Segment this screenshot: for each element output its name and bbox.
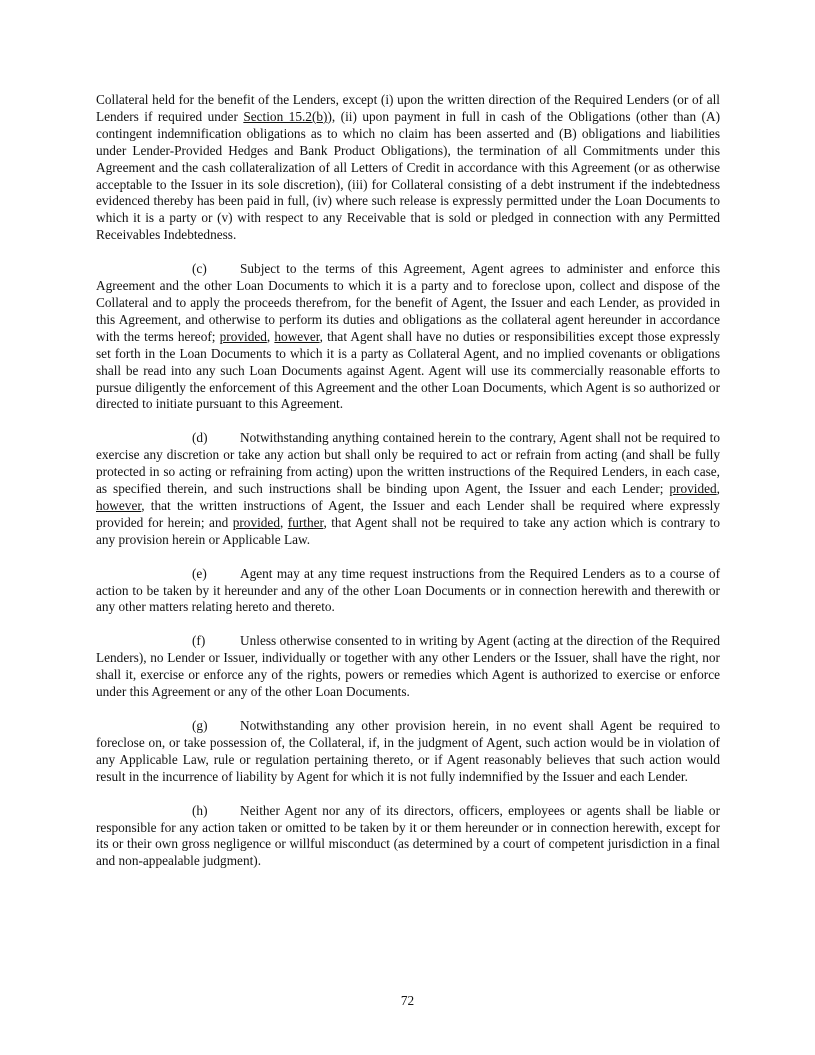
- document-page: [96, 92, 720, 870]
- paragraph-d-provided: provided: [669, 481, 717, 497]
- paragraph-c-text-2: ,: [266, 328, 275, 344]
- paragraph-gap: [96, 786, 720, 803]
- paragraph-c-text-3: , that Agent shall have no duties or responsibilities except those expressly set forth in the Loan Documents to which it is a party as Collateral Agent, and no implied covenants or obligations shall be read into any such Loan Documents against Agent. Agent will use its commercially reasonable efforts to pursue diligently the enforcement of this Agreement and the other Loan Documents, which Agent is so authorized or directed to initiate pursuant to this Agreement.: [96, 328, 720, 412]
- paragraph-intro-text-2: ), (ii) upon payment in full in cash of the Obligations (other than (A) contingent indemnification obligations as to which no claim has been asserted and (B) obligations and liabilities under Lender-Provided Hedges and Bank Product Obligations), the termination of all Commitments under this Agreement and the cash collateralization of all Letters of Credit in accordance with this Agreement (or as otherwise acceptable to the Issuer in its sole discretion), (iii) for Collateral consisting of a debt instrument if the indebtedness evidenced thereby has been paid in full, (iv) where such release is expressly permitted under the Loan Documents to which it is a party or (v) with respect to any Receivable that is sold or pledged in connection with any Permitted Receivables Indebtedness.: [96, 108, 721, 243]
- paragraph-d-text-3: , that the written instructions of Agent, the Issuer and each Lender shall be required where expressly provided for herein; and: [96, 497, 720, 530]
- paragraph-d-text-4: ,: [280, 514, 288, 530]
- page-number: 72: [400, 993, 415, 1008]
- paragraph-gap: [96, 244, 720, 261]
- paragraph-gap: [96, 549, 720, 566]
- paragraph-d-label: (d): [192, 430, 208, 446]
- paragraph-d-text-5: , that Agent shall not be required to take any action which is contrary to any provision herein or Applicable Law.: [96, 514, 720, 547]
- paragraph-c-text-1: Subject to the terms of this Agreement, Agent agrees to administer and enforce this Agreement and the other Loan Documents to which it is a party and to foreclose upon, collect and dispose of the Collateral and to apply the proceeds therefrom, for the benefit of Agent, the Issuer and each Lender, as provided in this Agreement, and otherwise to perform its duties and obligations as the collateral agent hereunder in accordance with the terms hereof;: [96, 261, 720, 344]
- paragraph-d-further: further: [287, 514, 324, 530]
- paragraph-e-label: (e): [192, 565, 207, 581]
- paragraph-c: [96, 261, 720, 413]
- paragraph-gap: [96, 701, 720, 718]
- paragraph-g-text: Notwithstanding any other provision herein, in no event shall Agent be required to foreclose on, or take possession of, the Collateral, if, in the judgment of Agent, such action would be in violation of any Applicable Law, rule or regulation pertaining thereto, or if Agent reasonably believes that such action would result in the incurrence of liability by Agent for which it is not fully indemnified by the Issuer and each Lender.: [96, 718, 720, 784]
- paragraph-c-provided: provided: [219, 328, 267, 344]
- paragraph-d-text-1: Notwithstanding anything contained herein to the contrary, Agent shall not be required to exercise any discretion or take any action but shall only be required to act or refrain from acting (and shall be fully protected in so acting or refraining from acting) upon the written instructions of the Required Lenders, in each case, as specified therein, and such instructions shall be binding upon Agent, the Issuer and each Lender;: [96, 430, 720, 497]
- paragraph-e-text: Agent may at any time request instructions from the Required Lenders as to a course of action to be taken by it hereunder and any of the other Loan Documents or in connection herewith and therewith or any other matters relating hereto and thereto.: [96, 565, 720, 615]
- paragraph-f-label: (f): [192, 633, 206, 649]
- paragraph-f-text: Unless otherwise consented to in writing by Agent (acting at the direction of the Required Lenders), no Lender or Issuer, individually or together with any other Lenders or the Issuer, shall have the right, nor shall it, exercise or enforce any of the rights, powers or remedies which Agent is authorized to exercise or enforce under this Agreement or any of the other Loan Documents.: [96, 633, 720, 700]
- paragraph-intro: [96, 92, 720, 244]
- paragraph-d-text-2: ,: [716, 481, 720, 497]
- section-reference: Section 15.2(b): [243, 108, 328, 124]
- paragraph-d-provided-2: provided: [232, 514, 280, 530]
- paragraph-gap: [96, 616, 720, 633]
- paragraph-g: [96, 718, 720, 786]
- paragraph-g-label: (g): [192, 718, 208, 733]
- paragraph-h-text: Neither Agent nor any of its directors, officers, employees or agents shall be liable or responsible for any action taken or omitted to be taken by it or them hereunder or in connection herewith, except for its or their own gross negligence or willful misconduct (as determined by a court of competent jurisdiction in a final and non-appealable judgment).: [96, 802, 720, 869]
- paragraph-e: [96, 566, 720, 617]
- paragraph-d: [96, 430, 720, 548]
- paragraph-f: [96, 633, 720, 701]
- paragraph-d-however: however: [96, 497, 142, 513]
- paragraph-h: [96, 803, 720, 871]
- paragraph-gap: [96, 413, 720, 430]
- paragraph-intro-text-1: Collateral held for the benefit of the Lenders, except (i) upon the written direction of the Required Lenders (or of all Lenders if required under: [96, 92, 720, 124]
- paragraph-c-however: however: [274, 328, 320, 344]
- paragraph-c-label: (c): [192, 261, 207, 277]
- paragraph-h-label: (h): [192, 802, 208, 818]
